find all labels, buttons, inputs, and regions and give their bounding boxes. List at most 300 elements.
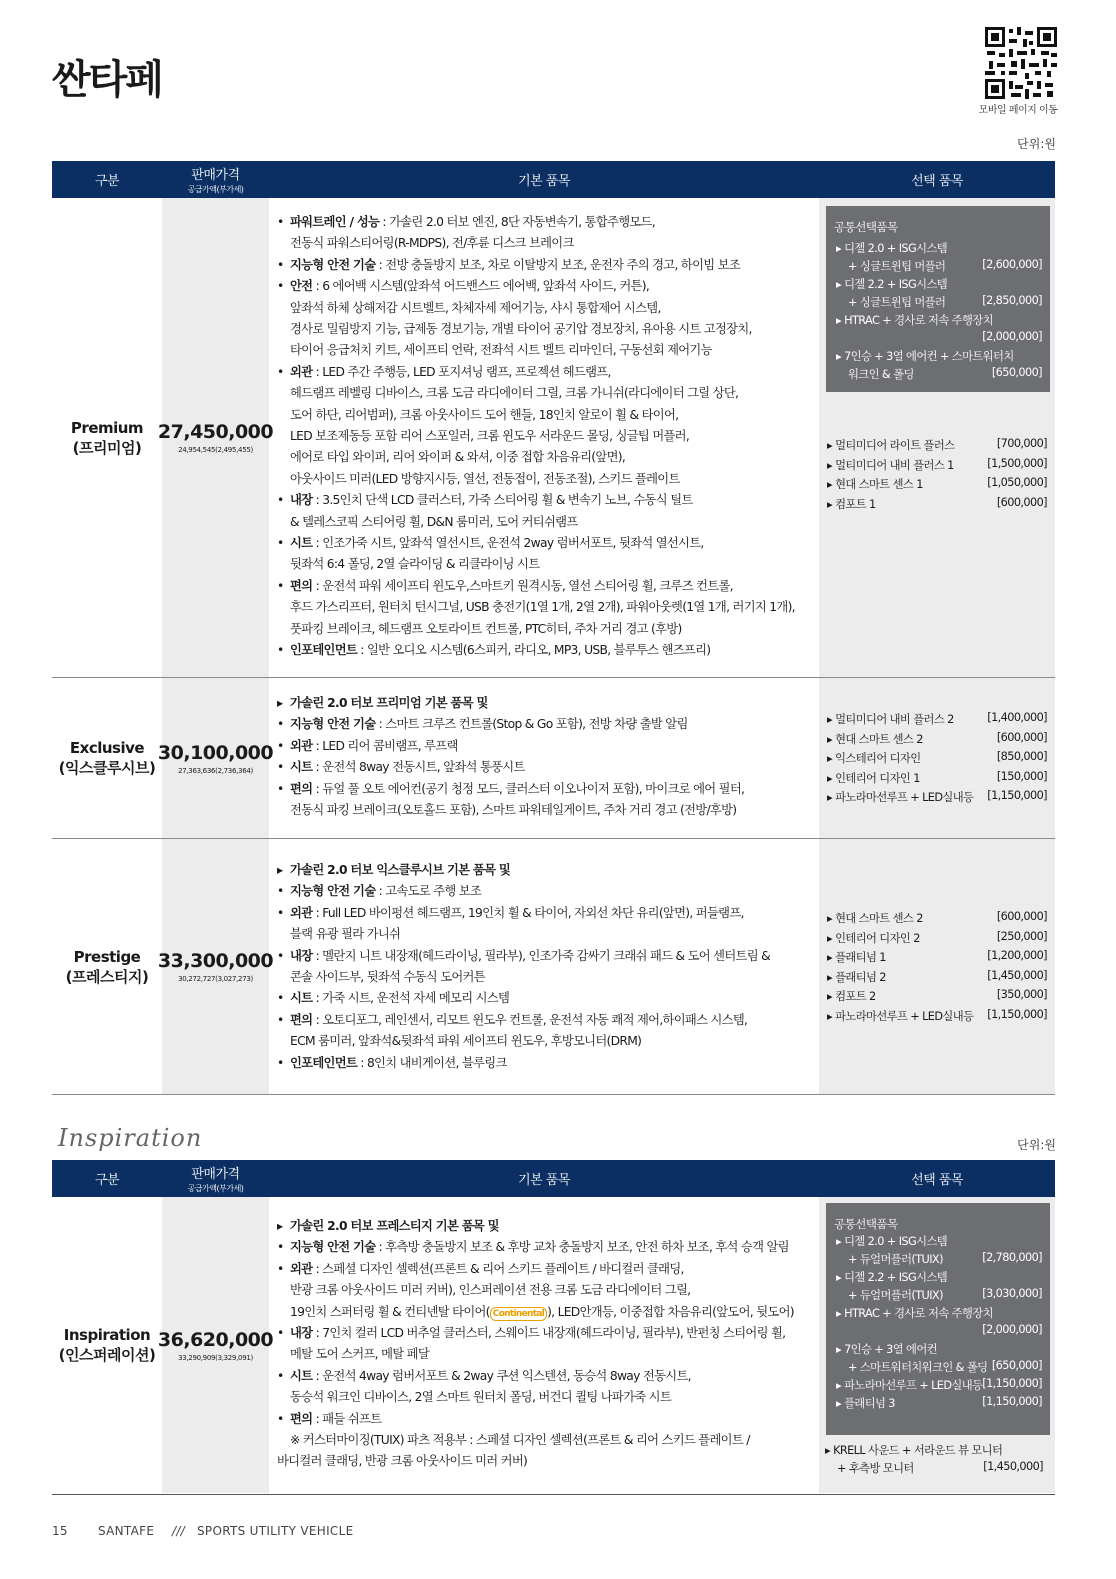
trim-name-en: Exclusive: [69, 739, 145, 757]
trim-name: [52, 839, 162, 1094]
bullet-icon: •: [277, 578, 284, 593]
unit-label: 단위:원: [1017, 137, 1056, 151]
bullet-icon: •: [277, 905, 284, 920]
arrow-icon: ▸: [827, 931, 836, 945]
trim-price: [157, 1197, 274, 1493]
common-option-sub: + 듀얼머플러(TUIX): [848, 1253, 943, 1266]
arrow-icon: ▸: [277, 1219, 283, 1233]
basic-item-text: [290, 988, 509, 1009]
option-name: 현대 스마트 센스 2: [835, 732, 923, 746]
basic-item-text: [290, 714, 688, 735]
option-name: 현대 스마트 센스 2: [835, 912, 923, 925]
basic-item-desc: : 스마트 크루즈 컨트롤(Stop & Go 포함), 전방 차량 출발 알림: [375, 717, 688, 732]
basic-item-heading: 가솔린 2.0 터보 프리미엄 기본 품목 및: [290, 696, 488, 710]
option-name: 플래티넘 2: [835, 970, 886, 984]
basic-item-label: 외관: [290, 738, 313, 753]
qr-code[interactable]: [985, 27, 1057, 99]
trim-name-kr: (프리미엄): [72, 438, 142, 457]
option-price: [1,400,000]: [987, 711, 1047, 724]
common-option-item: [836, 1269, 1042, 1285]
option-item: [827, 770, 1047, 786]
option-item: [827, 496, 1047, 512]
option-items: [819, 839, 1055, 1094]
basic-item-desc: : 듀얼 풀 오토 에어컨(공기 청정 모드, 클러스터 이오나이저 포함), 마이크로 에어 필터,: [312, 781, 745, 796]
arrow-icon: ▸: [827, 771, 836, 785]
header-price-label: 판매가격: [191, 1167, 240, 1182]
footer-model: SANTAFE: [98, 1524, 155, 1538]
basic-item-heading: 가솔린 2.0 터보 익스클루시브 기본 품목 및: [290, 863, 511, 877]
common-option-name: 파노라마선루프 + LED실내등: [844, 1379, 983, 1392]
price-sub: 27,363,636(2,736,364): [178, 766, 253, 775]
option-price: [850,000]: [996, 750, 1047, 764]
arrow-icon: ▸: [827, 912, 836, 925]
basic-item-label: 시트: [290, 536, 313, 550]
option-items: [819, 198, 1055, 677]
basic-item-desc: : 가죽 시트, 운전석 자세 메모리 시스템: [312, 991, 510, 1006]
price-sub: 30,272,727(3,027,273): [178, 975, 253, 983]
common-option-name: 디젤 2.2 + ISG시스템: [844, 1271, 948, 1284]
basic-item-text: [290, 1010, 747, 1031]
basic-item-desc: : 고속도로 주행 보조: [375, 884, 482, 899]
basic-item-cont: 동승석 워크인 디바이스, 2열 스마트 원터치 폴딩, 버건디 퀼팅 나파가죽 시트: [290, 1390, 671, 1405]
footer-sep: ///: [172, 1524, 186, 1538]
basic-item-label: 편의: [290, 1411, 313, 1426]
basic-item-text: [290, 946, 770, 967]
bullet-icon: •: [277, 257, 284, 272]
common-option-price: [2,000,000]: [982, 1323, 1042, 1336]
basic-item-text: [290, 276, 649, 297]
basic-item-cont: 도어 하단, 리어범퍼), 크롬 아웃사이드 도어 핸들, 18인치 알로이 휠 & 타이어,: [290, 407, 679, 422]
price-sub: 33,290,909(3,329,091): [178, 1353, 253, 1362]
basic-item-cont: 콘솔 사이드부, 뒷좌석 수동식 도어커튼: [290, 970, 485, 984]
header-trim: 구분: [94, 1173, 120, 1188]
price-value: 27,450,000: [157, 421, 274, 443]
common-option-price: [650,000]: [991, 366, 1042, 379]
basic-item-label: 편의: [290, 578, 313, 593]
extra-option-name: KRELL 사운드 + 서라운드 뷰 모니터: [833, 1444, 1003, 1457]
basic-item-label: 시트: [290, 760, 313, 775]
basic-item-desc: : Full LED 바이펑션 헤드램프, 19인치 휠 & 타이어, 자외선 차단 유리(앞면), 퍼들램프,: [312, 905, 744, 920]
common-option-name: 플래티넘 3: [844, 1397, 895, 1410]
basic-item-cont: 블랙 유광 필라 가니쉬: [290, 927, 401, 942]
basic-item-cont: 타이어 응급처치 키트, 세이프티 언락, 전좌석 시트 벨트 리마인더, 구동선회 제어기능: [290, 343, 712, 358]
bullet-icon: •: [277, 364, 284, 379]
header-price-sub: 공급가액(부가세): [187, 1184, 244, 1193]
arrow-icon: ▸: [836, 278, 845, 291]
trim-name: [52, 1197, 162, 1493]
basic-item-cont: 반광 크롬 아웃사이드 미러 커버), 인스퍼레이션 전용 크롬 도금 라디에이터 그릴,: [290, 1283, 691, 1298]
option-name: 컴포트 2: [835, 990, 876, 1004]
inspiration-logo: Inspiration: [58, 1124, 203, 1152]
common-option-sub: 워크인 & 폴딩: [848, 368, 914, 381]
trim-name-kr: (프레스티지): [65, 967, 149, 986]
extra-option-sub: + 후측방 모니터: [837, 1462, 914, 1475]
common-option-item: [836, 312, 1042, 328]
basic-item-text: [290, 903, 744, 924]
trim-row-prestige: [52, 839, 1055, 1095]
arrow-icon: ▸: [836, 1307, 845, 1320]
option-name: 인테리어 디자인 2: [835, 931, 920, 945]
header-option: 선택 품목: [911, 174, 963, 189]
basic-item-desc: : 일반 오디오 시스템(6스피커, 라디오, MP3, USB, 블루투스 핸즈프리): [357, 643, 711, 657]
basic-item-label: 외관: [290, 1261, 313, 1276]
basic-item-text: [290, 1366, 691, 1387]
basic-item-desc: : 전방 충돌방지 보조, 차로 이탈방지 보조, 운전자 주의 경고, 하이빔 보조: [375, 257, 741, 272]
basic-item-cont: 후드 가스리프터, 원터치 턴시그널, USB 충전기(1열 1개, 2열 2개), 파워아웃렛(1열 1개, 러기지 1개),: [290, 600, 795, 615]
option-items: [819, 678, 1055, 838]
common-option-price: [2,000,000]: [982, 330, 1042, 343]
common-option-name: 7인승 + 3열 에어컨: [844, 1343, 937, 1356]
bullet-icon: •: [277, 536, 284, 550]
basic-item-label: 안전: [290, 279, 313, 294]
basic-item-desc: : 오토디포그, 레인센서, 리모트 윈도우 컨트롤, 운전석 자동 쾌적 제어,하이패스 시스템,: [312, 1012, 748, 1027]
arrow-icon: ▸: [825, 1444, 834, 1457]
header-price-sub: 공급가액(부가세): [187, 185, 244, 194]
basic-item-desc: : 3.5인치 단색 LCD 클러스터, 가죽 스티어링 휠 & 변속기 노브, 수동식 틸트: [312, 493, 693, 508]
option-items: [819, 1197, 1055, 1493]
bullet-icon: •: [277, 884, 284, 899]
basic-item-note: ※ 커스터마이징(TUIX) 파츠 적용부 : 스페셜 디자인 셀렉션(프론트 & 리어 스키드 플레이트 /: [290, 1433, 750, 1447]
option-name: 멀티미디어 라이트 플러스: [835, 439, 955, 452]
option-price: [350,000]: [996, 988, 1047, 1002]
bullet-icon: •: [277, 1368, 284, 1383]
arrow-icon: ▸: [836, 1397, 845, 1410]
common-option-item: [836, 240, 1042, 256]
basic-item-desc: : LED 주간 주행등, LED 포지셔닝 램프, 프로젝션 헤드램프,: [312, 364, 611, 379]
option-item: [827, 476, 1047, 492]
option-price: [1,200,000]: [987, 949, 1047, 963]
basic-item-label: 시트: [290, 991, 313, 1006]
arrow-icon: ▸: [836, 1235, 845, 1248]
basic-item-label: 편의: [290, 781, 313, 796]
option-name: 멀티미디어 내비 플러스 1: [835, 458, 954, 472]
basic-item-text: [290, 490, 693, 511]
common-option-line2: [848, 1359, 1042, 1375]
bullet-icon: •: [277, 738, 284, 753]
option-name: 멀티미디어 내비 플러스 2: [835, 713, 954, 726]
basic-items: [269, 678, 819, 838]
arrow-icon: ▸: [827, 1010, 836, 1023]
basic-item-desc: : 운전석 4way 럼버서포트 & 2way 쿠션 익스텐션, 동승석 8way 전동시트,: [312, 1368, 691, 1383]
option-item: [827, 457, 1047, 473]
basic-item-cont: 전동식 파워스티어링(R-MDPS), 전/후륜 디스크 브레이크: [290, 236, 574, 251]
basic-item-cont: [290, 1302, 794, 1323]
basic-item-text: [290, 1409, 381, 1430]
basic-item-cont: ECM 룸미러, 앞좌석&뒷좌석 파워 세이프티 윈도우, 후방모니터(DRM): [290, 1034, 642, 1049]
basic-item-desc: : 7인치 컬러 LCD 버추얼 클러스터, 스웨이드 내장재(헤드라이닝, 필라부), 반펀칭 스티어링 휠,: [312, 1326, 786, 1340]
trim-row-exclusive: [52, 678, 1055, 839]
basic-item-desc: : 인조가죽 시트, 앞좌석 열선시트, 운전석 2way 럼버서포트, 뒷좌석 열선시트,: [312, 536, 704, 550]
option-price: [600,000]: [996, 910, 1047, 923]
table-header: [52, 161, 1055, 198]
arrow-icon: ▸: [827, 970, 836, 984]
basic-item-label: 시트: [290, 1368, 313, 1383]
arrow-icon: ▸: [827, 990, 836, 1004]
common-option-price: [1,150,000]: [982, 1395, 1042, 1408]
basic-item-label: 파워트레인 / 성능: [290, 215, 380, 229]
bullet-icon: •: [277, 1055, 284, 1070]
option-price: [1,150,000]: [987, 1008, 1047, 1021]
basic-items: [269, 1197, 819, 1493]
bullet-icon: •: [277, 1326, 284, 1340]
basic-item-label: 인포테인먼트: [290, 643, 358, 657]
arrow-icon: ▸: [277, 696, 283, 710]
price-value: 30,100,000: [157, 741, 274, 764]
arrow-icon: ▸: [827, 752, 836, 766]
bullet-icon: •: [277, 643, 284, 657]
arrow-icon: ▸: [827, 458, 836, 472]
price-value: 33,300,000: [157, 950, 274, 972]
common-option-line2: [848, 294, 1042, 310]
common-option-name: 디젤 2.0 + ISG시스템: [844, 1235, 948, 1248]
common-option-item: [836, 348, 1042, 364]
common-option-sub: + 스마트워터치워크인 & 폴딩: [848, 1361, 988, 1374]
option-price: [600,000]: [996, 730, 1047, 744]
basic-item-cont: 전동식 파킹 브레이크(오토홀드 포함), 스마트 파워테일게이트, 주차 거리 경고 (전방/후방): [290, 803, 737, 817]
basic-item-cont: 에어로 타입 와이퍼, 리어 와이퍼 & 와셔, 이중 접합 차음유리(앞면),: [290, 450, 626, 465]
option-name: 파노라마선루프 + LED실내등: [835, 1010, 974, 1023]
common-option-name: 디젤 2.2 + ISG시스템: [844, 278, 948, 291]
arrow-icon: ▸: [277, 863, 283, 877]
extra-option-price: [1,450,000]: [983, 1460, 1043, 1473]
option-name: 현대 스마트 센스 1: [835, 478, 923, 492]
common-option-price: [1,150,000]: [982, 1377, 1042, 1390]
basic-item-text: [290, 881, 481, 902]
basic-item-cont: LED 보조제동등 포함 리어 스포일러, 크롬 윈도우 서라운드 몰딩, 싱글팁 머플러,: [290, 429, 690, 443]
option-price: [150,000]: [996, 769, 1047, 783]
trim-name-en: Prestige: [73, 947, 141, 966]
basic-item-label: 편의: [290, 1012, 313, 1027]
basic-item-desc: : 후측방 충돌방지 보조 & 후방 교차 충돌방지 보조, 안전 하차 보조, 후석 승객 알림: [375, 1240, 789, 1255]
basic-item-cont: 앞좌석 하체 상해저감 시트벨트, 차체자세 제어기능, 샤시 통합제어 시스템,: [290, 300, 661, 315]
basic-item-text: [290, 255, 740, 276]
basic-item-label: 지능형 안전 기술: [290, 257, 376, 272]
trim-name: [52, 678, 162, 838]
common-option-item: [836, 276, 1042, 292]
price-sub: 24,954,545(2,495,455): [178, 446, 253, 454]
option-price: [250,000]: [996, 929, 1047, 943]
option-item: [827, 789, 1047, 805]
basic-item-cont: 아웃사이드 미러(LED 방향지시등, 열선, 전동접이, 전동조절), 스키드 플레이트: [290, 471, 680, 486]
header-option: 선택 품목: [911, 1173, 963, 1188]
header-trim: 구분: [94, 174, 120, 189]
bullet-icon: •: [277, 717, 284, 732]
basic-items: [269, 839, 819, 1094]
extra-option-line2: [837, 1460, 1043, 1476]
bullet-icon: •: [277, 1012, 284, 1027]
trim-price: [157, 839, 274, 1094]
common-option-sub: + 듀얼머플러(TUIX): [848, 1289, 943, 1302]
basic-item-text: [290, 212, 655, 233]
option-name: 플래티넘 1: [835, 951, 886, 965]
footer-category: SPORTS UTILITY VEHICLE: [197, 1524, 354, 1538]
bullet-icon: •: [277, 215, 284, 229]
basic-item-label: 내장: [290, 1326, 313, 1340]
common-option-item: [836, 1233, 1042, 1249]
header-basic: 기본 품목: [518, 174, 570, 189]
common-option-price: [2,600,000]: [982, 258, 1042, 271]
option-item: [827, 711, 1047, 727]
basic-item-desc: : LED 리어 콤비램프, 루프랙: [312, 738, 458, 753]
bullet-icon: •: [277, 279, 284, 294]
bullet-icon: •: [277, 781, 284, 796]
basic-item-cont: & 텔레스코픽 스티어링 휠, D&N 룸미러, 도어 커티쉬램프: [290, 514, 578, 529]
footer-divider: [52, 1494, 1055, 1495]
basic-item-cont-pre: 19인치 스퍼터링 휠 & 컨티넨탈 타이어(: [290, 1304, 490, 1319]
basic-item-desc: : 가솔린 2.0 터보 엔진, 8단 자동변속기, 통합주행모드,: [379, 215, 655, 229]
basic-item-label: 지능형 안전 기술: [290, 717, 376, 732]
header-basic: 기본 품목: [518, 1173, 570, 1188]
option-item: [827, 988, 1047, 1004]
option-item: [827, 969, 1047, 985]
basic-item-text: [290, 736, 458, 757]
common-option-line2: [848, 1287, 1042, 1303]
basic-item-cont: 뒷좌석 6:4 폴딩, 2열 슬라이딩 & 리클라이닝 시트: [290, 557, 540, 572]
basic-item-cont-post: ), LED안개등, 이중접합 차음유리(앞도어, 뒷도어): [547, 1304, 794, 1319]
trim-row-inspiration: [52, 1197, 1055, 1493]
basic-item-label: 내장: [290, 948, 313, 963]
common-option-sub: + 싱글트윈팁 머플러: [848, 296, 946, 309]
option-item: [827, 750, 1047, 766]
option-item: [827, 731, 1047, 747]
common-option-name: HTRAC + 경사로 저속 주행장치: [844, 314, 993, 327]
option-price: [1,450,000]: [987, 968, 1047, 982]
common-option-name: 7인승 + 3열 에어컨 + 스마트워터치: [844, 350, 1014, 363]
trim-name-en: Inspiration: [63, 1326, 151, 1344]
bullet-icon: •: [277, 1240, 284, 1255]
basic-items: [269, 198, 819, 677]
basic-item-label: 외관: [290, 905, 313, 920]
arrow-icon: ▸: [836, 242, 845, 255]
option-name: 인테리어 디자인 1: [835, 771, 920, 785]
continental-logo: Continental: [490, 1307, 547, 1321]
basic-item-cont: 헤드램프 레벨링 디바이스, 크롬 도금 라디에이터 그릴, 크롬 가니쉬(라디에이터 그릴 상단,: [290, 386, 739, 401]
common-options: [826, 206, 1050, 392]
bullet-icon: •: [277, 1261, 284, 1276]
basic-item-desc: : 패들 쉬프트: [312, 1411, 382, 1426]
option-item: [827, 910, 1047, 926]
common-option-name: HTRAC + 경사로 저속 주행장치: [844, 1307, 993, 1320]
arrow-icon: ▸: [827, 439, 836, 452]
trim-name: [52, 198, 162, 677]
basic-item-label: 지능형 안전 기술: [290, 1240, 376, 1255]
common-option-sub: + 싱글트윈팁 머플러: [848, 260, 946, 273]
basic-item-text: [290, 1323, 785, 1344]
option-price: [700,000]: [996, 437, 1047, 450]
basic-item-text: [290, 533, 704, 554]
option-price: [1,150,000]: [987, 789, 1047, 803]
common-option-line2: [848, 1251, 1042, 1267]
arrow-icon: ▸: [836, 314, 845, 327]
trim-name-en: Premium: [70, 418, 144, 437]
option-name: 컴포트 1: [835, 497, 876, 511]
trim-row-premium: [52, 198, 1055, 678]
trim-price: [157, 198, 274, 677]
trim-name-kr: (익스클루시브): [58, 759, 156, 777]
unit-label-2: 단위:원: [1017, 1138, 1056, 1152]
bullet-icon: •: [277, 493, 284, 508]
trim-price: [157, 678, 274, 838]
common-option-line2: [848, 258, 1042, 274]
basic-item-desc: : 스페셜 디자인 셀렉션(프론트 & 리어 스키드 플레이트 / 바디컬러 클래딩,: [312, 1261, 684, 1276]
basic-item-text: [290, 640, 710, 661]
bullet-icon: •: [277, 948, 284, 963]
basic-item-label: 외관: [290, 364, 313, 379]
option-item: [827, 930, 1047, 946]
basic-item-heading: 가솔린 2.0 터보 프레스티지 기본 품목 및: [290, 1219, 499, 1233]
basic-item-label: 지능형 안전 기술: [290, 884, 376, 899]
header-price-label: 판매가격: [191, 168, 240, 183]
basic-item-text: [290, 1237, 789, 1258]
basic-item-desc: : 운전석 8way 전동시트, 앞좌석 통풍시트: [312, 760, 525, 775]
basic-item-desc: : 8인치 내비게이션, 블루링크: [357, 1055, 507, 1070]
option-item: [827, 1008, 1047, 1024]
arrow-icon: ▸: [827, 478, 836, 492]
option-item: [827, 949, 1047, 965]
basic-item-desc: : 멜란지 니트 내장재(헤드라이닝, 필라부), 인조가죽 감싸기 크래쉬 패드 & 도어 센터트림 &: [312, 948, 770, 963]
option-name: 익스테리어 디자인: [835, 752, 921, 766]
page-title: 싼타페: [52, 57, 162, 103]
arrow-icon: ▸: [827, 791, 836, 805]
arrow-icon: ▸: [836, 1343, 845, 1356]
arrow-icon: ▸: [836, 1271, 845, 1284]
footer-page: 15: [52, 1524, 68, 1538]
basic-item-note: 바디컬러 클래딩, 반광 크롬 아웃사이드 미러 커버): [277, 1454, 528, 1469]
basic-item-cont: 풋파킹 브레이크, 헤드램프 오토라이트 컨트롤, PTC히터, 주차 거리 경고 (후방): [290, 621, 682, 636]
basic-item-desc: : 6 에어백 시스템(앞좌석 어드밴스드 에어백, 앞좌석 사이드, 커튼),: [312, 279, 650, 294]
bullet-icon: •: [277, 760, 284, 775]
basic-item-line: [277, 1451, 819, 1472]
common-options-title: 공통선택품목: [834, 1217, 898, 1231]
arrow-icon: ▸: [836, 350, 845, 363]
arrow-icon: ▸: [827, 951, 836, 965]
arrow-icon: ▸: [827, 497, 836, 511]
basic-item-label: 인포테인먼트: [290, 1055, 358, 1070]
common-options-title: 공통선택품목: [834, 220, 898, 234]
bullet-icon: •: [277, 991, 284, 1006]
header-price: [162, 1160, 269, 1197]
table-header-2: [52, 1160, 1055, 1197]
option-price: [1,500,000]: [987, 456, 1047, 470]
basic-item-text: [290, 1053, 507, 1074]
common-option-price: [2,850,000]: [982, 294, 1042, 307]
arrow-icon: ▸: [836, 1379, 845, 1392]
option-price: [600,000]: [996, 495, 1047, 509]
trim-name-kr: (인스퍼레이션): [58, 1346, 156, 1364]
basic-item-cont: 경사로 밀림방지 기능, 급제동 경보기능, 개별 타이어 공기압 경보장치, 유아용 시트 고정장치,: [290, 322, 752, 336]
common-option-line2: [848, 366, 1042, 382]
extra-option-item: [825, 1442, 1043, 1458]
option-item: [827, 437, 1047, 453]
common-option-item: [836, 1305, 1042, 1321]
basic-item-cont: 메탈 도어 스커프, 메탈 페달: [290, 1347, 430, 1362]
arrow-icon: ▸: [827, 732, 836, 746]
basic-item-text: [290, 757, 525, 778]
common-option-price: [650,000]: [991, 1359, 1042, 1372]
basic-item-text: [290, 362, 611, 383]
common-option-item: [836, 1341, 1042, 1357]
common-option-name: 디젤 2.0 + ISG시스템: [844, 242, 948, 255]
arrow-icon: ▸: [827, 713, 836, 726]
basic-item-text: [290, 576, 733, 597]
basic-item-label: 내장: [290, 493, 313, 508]
option-price: [1,050,000]: [987, 476, 1047, 490]
common-option-price: [2,780,000]: [982, 1251, 1042, 1264]
common-option-price: [3,030,000]: [982, 1287, 1042, 1300]
basic-item-text: [290, 1259, 684, 1280]
qr-label: 모바일 페이지 이동: [978, 105, 1058, 116]
header-price: [162, 161, 269, 198]
